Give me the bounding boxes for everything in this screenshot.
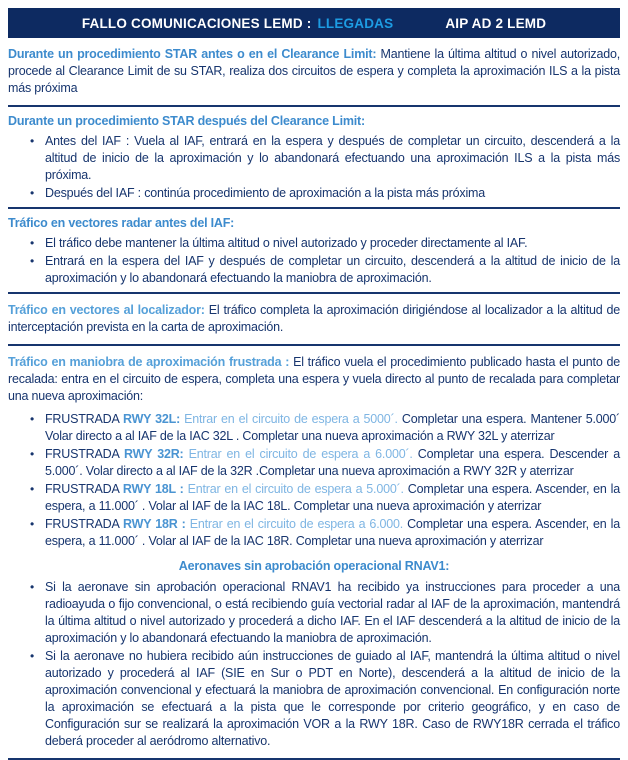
header-arrivals-label: LLEGADAS xyxy=(317,15,394,31)
section-missed-text: El tráfico vuela el procedimiento publicado hasta el punto de recalada: entra en el circuito de espera, completa una espera y vuela directo al punto de recalada para completar una nueva aproximación: xyxy=(8,355,620,403)
frustrada-bullet-32l xyxy=(8,411,620,445)
bullet-item: • Después del IAF : continúa procedimiento de aproximación a la pista más próxima xyxy=(8,185,620,202)
rnav1-bullet-list xyxy=(8,579,620,750)
section-localizer-heading: Tráfico en vectores al localizador: xyxy=(8,303,209,317)
section-radar-heading: Tráfico en vectores radar antes del IAF: xyxy=(8,216,235,230)
bullet-item: • Si la aeronave sin aprobación operacional RNAV1 ha recibido ya instrucciones para proceder a una radioayuda o fijo convencional, o está recibiendo guía vectorial radar al IAF de la aproximación, mantendrá la última altitud o nivel autorizado y procederá a dicho IAF. En el IAF descenderá a la altitud de inicio de la aproximación y lo abandonará efectuando la maniobra de aproximación. xyxy=(8,579,620,647)
section-rnav1-heading: Aeronaves sin aprobación operacional RNAV1: xyxy=(178,559,450,573)
header-title-group xyxy=(82,15,394,32)
rwy-label: RWY 18R : xyxy=(123,517,190,531)
frustrada-bullet-18r xyxy=(8,516,620,550)
rwy-label: RWY 18L : xyxy=(122,482,188,496)
procedure-text: Completar una espera. Descender a 5.000´. Volar directo a al IAF de la 32R .Completar una nueva aproximación a RWY 32R y aterrizar xyxy=(45,447,620,478)
bullet-item: • El tráfico debe mantener la última altitud o nivel autorizado y proceder directamente al IAF. xyxy=(8,235,620,252)
section-divider xyxy=(8,344,620,346)
section-star-after-heading: Durante un procedimiento STAR después del Clearance Limit: xyxy=(8,114,365,128)
section-star-before-text: Mantiene la última altitud o nivel autorizado, procede al Clearance Limit de su STAR, realiza dos circuitos de espera y completa la aproximación ILS a la pista más próxima xyxy=(8,47,620,95)
frustrada-label: FRUSTRADA xyxy=(45,447,124,461)
frustrada-label: FRUSTRADA xyxy=(45,412,123,426)
procedure-text: Completar una espera. Ascender, en la espera, a 11.000´ . Volar al IAF de la IAC 18R. Completar una nueva aproximación y aterrizar xyxy=(45,517,620,548)
section-divider xyxy=(8,292,620,294)
frustrada-bullet-32r xyxy=(8,446,620,480)
procedure-text: Completar una espera. Mantener 5.000´ Volar directo a al IAF de la IAC 32L . Completar una nueva aproximación a RWY 32L y aterrizar xyxy=(45,412,621,443)
holding-entry-text: Entrar en el circuito de espera a 6.000´. xyxy=(188,447,418,461)
holding-entry-text: Entrar en el circuito de espera a 5000´. xyxy=(184,412,402,426)
header-title: FALLO COMUNICACIONES LEMD : xyxy=(81,15,312,31)
procedure-text: Completar una espera. Ascender, en la espera, a 11.000´ . Volar al IAF de la IAC 18L. Completar una nueva aproximación y aterrizar xyxy=(45,482,620,513)
section-missed-approach xyxy=(8,352,620,408)
frustrada-label: FRUSTRADA xyxy=(45,517,124,531)
section-divider xyxy=(8,207,620,209)
holding-entry-text: Entrar en el circuito de espera a 6.000. xyxy=(189,517,408,531)
document-header xyxy=(8,8,620,38)
rwy-label: RWY 32L: xyxy=(122,412,185,426)
section-localizer xyxy=(8,300,620,339)
frustrada-bullet-18l xyxy=(8,481,620,515)
section-missed-heading: Tráfico en maniobra de aproximación frustrada : xyxy=(8,355,294,369)
bullet-item: • Si la aeronave no hubiera recibido aún instrucciones de guiado al IAF, mantendrá la última altitud o nivel autorizado y procederá al IAF (SIE en Sur o PDT en Norte), descenderá a la altitud de inicio de la aproximación convencional y efectuará la maniobra de aproximación convencional. En configuración norte la aproximación se efectuará a la pista que le corresponde por criterio geográfico, y en caso de Configuración sur se realizará la aproximación VOR a la RWY 18R. Caso de RWY18R cerrada el tráfico deberá proceder al aeródromo alternativo. xyxy=(8,648,620,750)
section-star-before xyxy=(8,44,620,100)
star-after-bullet-list xyxy=(8,133,620,202)
section-divider xyxy=(8,105,620,107)
bullet-item: • Entrará en la espera del IAF y después de completar un circuito, descenderá a la altitud de inicio de la aproximación y lo abandonará efectuando la maniobra de aproximación. xyxy=(8,253,620,287)
radar-bullet-list xyxy=(8,235,620,287)
header-aip-reference: AIP AD 2 LEMD xyxy=(445,15,547,31)
missed-approach-bullet-list xyxy=(8,411,620,550)
section-localizer-text: El tráfico completa la aproximación dirigiéndose al localizador a la altitud de interceptación prevista en la carta de aproximación. xyxy=(8,303,620,334)
bullet-item: • Antes del IAF : Vuela al IAF, entrará en la espera y después de completar un circuito, descenderá a la altitud de inicio de la aproximación y lo abandonará efectuando una aproximación ILS a la pista más próxima. xyxy=(8,133,620,184)
frustrada-label: FRUSTRADA xyxy=(45,482,123,496)
section-star-before-heading: Durante un procedimiento STAR antes o en el Clearance Limit: xyxy=(8,47,381,61)
rwy-label: RWY 32R: xyxy=(124,447,189,461)
holding-entry-text: Entrar en el circuito de espera a 5.000´. xyxy=(187,482,408,496)
